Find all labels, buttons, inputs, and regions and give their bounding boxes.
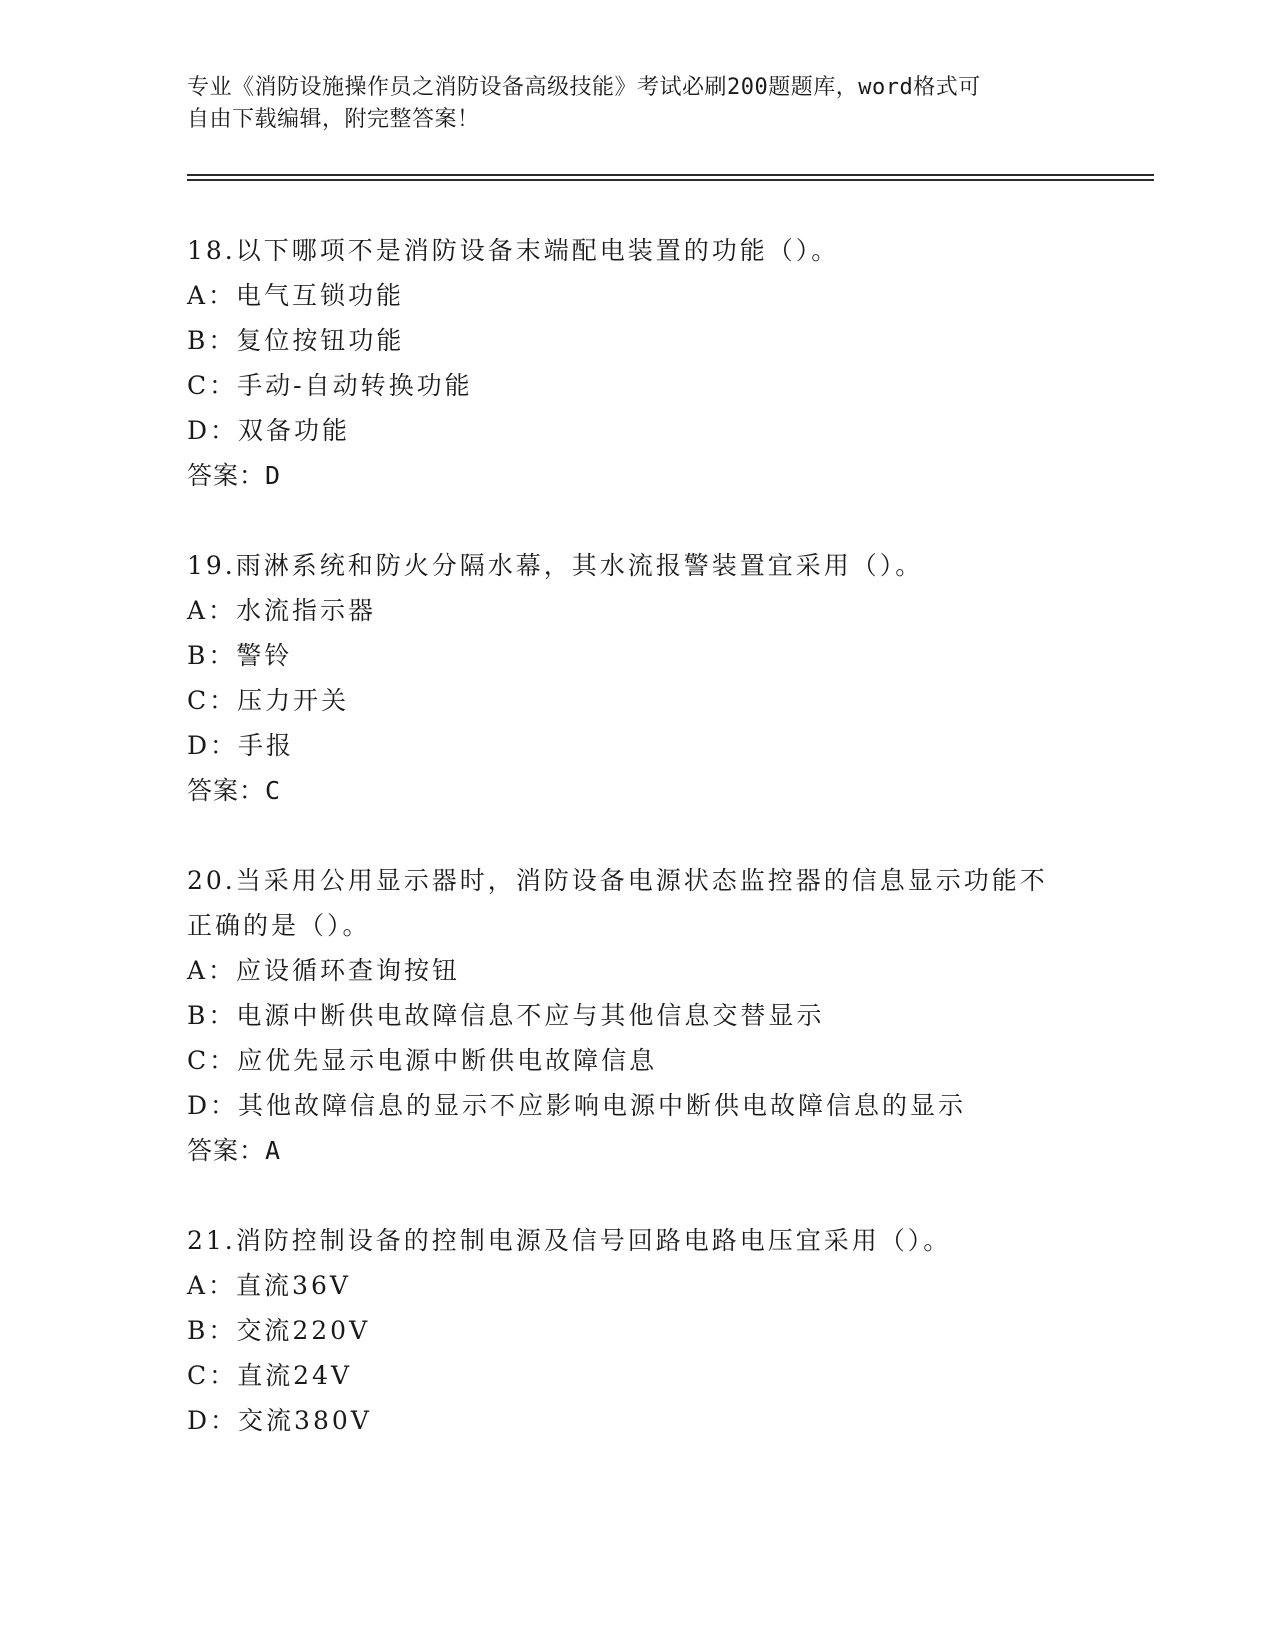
answer (187, 773, 281, 809)
answer-label: 答案： (187, 461, 266, 490)
option-d: D：双备功能 (187, 416, 351, 445)
question-stem: 19.雨淋系统和防火分隔水幕，其水流报警装置宜采用（）。 (187, 551, 924, 580)
question-stem: 21.消防控制设备的控制电源及信号回路电路电压宜采用（）。 (187, 1226, 952, 1255)
option-b: B：警铃 (187, 641, 293, 670)
answer-label: 答案： (187, 1136, 266, 1165)
answer-label: 答案： (187, 776, 266, 805)
question-stem-continued: 正确的是（）。 (187, 911, 371, 940)
document-title-line-2: 自由下载编辑，附完整答案！ (187, 107, 480, 132)
option-b: B：复位按钮功能 (187, 326, 405, 355)
option-d: D：其他故障信息的显示不应影响电源中断供电故障信息的显示 (187, 1091, 967, 1120)
option-c: C：应优先显示电源中断供电故障信息 (187, 1046, 658, 1075)
option-c: C：手动-自动转换功能 (187, 371, 473, 400)
answer-value: D (265, 461, 282, 490)
option-b: B：电源中断供电故障信息不应与其他信息交替显示 (187, 1001, 825, 1030)
question-stem: 20.当采用公用显示器时，消防设备电源状态监控器的信息显示功能不 (187, 866, 1048, 895)
option-c: C：压力开关 (187, 686, 350, 715)
option-d: D：交流380V (187, 1406, 372, 1435)
document-title-line-1: 专业《消防设施操作员之消防设备高级技能》考试必刷200题题库，word格式可 (187, 75, 981, 100)
option-a: A：直流36V (187, 1271, 351, 1300)
header-divider-top (187, 174, 1154, 176)
option-a: A：应设循环查询按钮 (187, 956, 461, 985)
answer-value: A (265, 1136, 282, 1165)
option-d: D：手报 (187, 731, 295, 760)
option-c: C：直流24V (187, 1361, 352, 1390)
answer-value: C (265, 776, 282, 805)
answer (187, 458, 281, 494)
header-divider-bottom (187, 179, 1154, 181)
answer (187, 1133, 281, 1169)
option-b: B：交流220V (187, 1316, 371, 1345)
option-a: A：水流指示器 (187, 596, 377, 625)
question-stem: 18.以下哪项不是消防设备末端配电装置的功能（）。 (187, 236, 840, 265)
option-a: A：电气互锁功能 (187, 281, 405, 310)
